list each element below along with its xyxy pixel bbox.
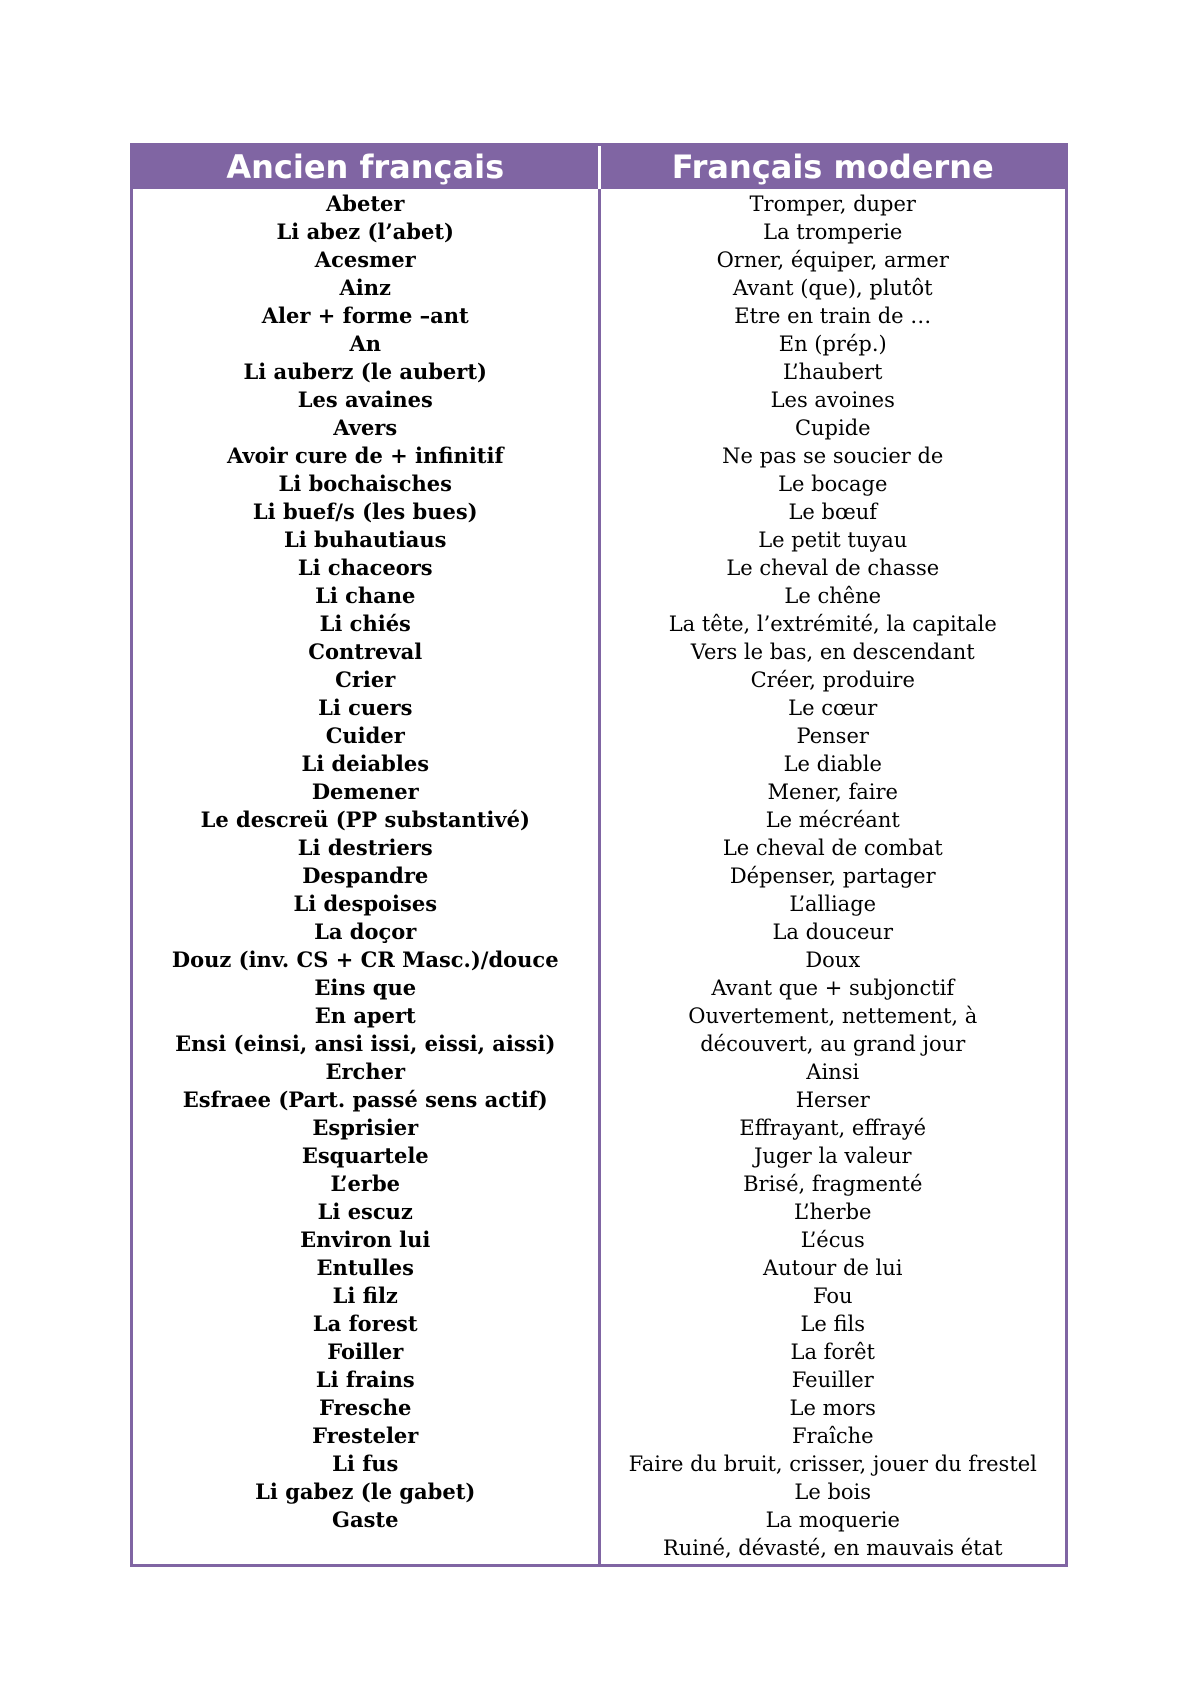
modern-french-term: Doux — [805, 948, 861, 972]
modern-french-term: Effrayant, effrayé — [739, 1116, 927, 1140]
glossary-table — [130, 143, 1068, 1567]
modern-french-term: Etre en train de … — [734, 304, 932, 328]
modern-french-term: L’haubert — [782, 360, 883, 384]
modern-french-term: En (prép.) — [778, 332, 887, 356]
old-french-term: Douz (inv. CS + CR Masc.)/douce — [171, 947, 559, 972]
old-french-term: Abeter — [326, 191, 405, 216]
modern-french-term: Fou — [812, 1284, 853, 1308]
modern-french-term: Ainsi — [806, 1060, 860, 1084]
old-french-term: La forest — [312, 1311, 418, 1336]
old-french-term: Avers — [333, 415, 398, 440]
old-french-term: Cuider — [325, 723, 405, 748]
old-french-term: Li escuz — [317, 1199, 413, 1224]
old-french-term: Despandre — [302, 863, 429, 888]
modern-french-term: L’écus — [800, 1228, 865, 1252]
modern-french-term: Le chêne — [784, 584, 882, 608]
modern-french-term: La moquerie — [765, 1508, 900, 1532]
old-french-term: Li destriers — [297, 835, 433, 860]
header-old-french: Ancien français — [226, 148, 505, 186]
old-french-term: Entulles — [316, 1255, 414, 1280]
old-french-term: Crier — [335, 667, 396, 692]
old-french-term: Li chiés — [319, 611, 411, 636]
modern-french-term: Orner, équiper, armer — [716, 248, 949, 272]
old-french-term: Li frains — [315, 1367, 415, 1392]
modern-french-term: Le fils — [800, 1312, 866, 1336]
old-french-term: Esprisier — [312, 1115, 419, 1140]
modern-french-term: Le bœuf — [788, 500, 878, 524]
modern-french-term: Avant que + subjonctif — [711, 976, 955, 1000]
old-french-term: Li chane — [315, 583, 416, 608]
modern-french-term: Le cœur — [788, 696, 878, 720]
old-french-term: Acesmer — [314, 247, 416, 272]
modern-french-term: Le petit tuyau — [758, 528, 908, 552]
old-french-term: La doçor — [314, 919, 417, 944]
old-french-column — [133, 189, 598, 1564]
modern-french-term: Dépenser, partager — [729, 864, 936, 888]
old-french-term: Avoir cure de + infinitif — [226, 443, 504, 468]
old-french-term: Li gabez (le gabet) — [255, 1479, 476, 1504]
modern-french-term: Le bocage — [778, 472, 888, 496]
modern-french-term: Tromper, duper — [749, 192, 916, 216]
old-french-term: Li buef/s (les bues) — [252, 499, 478, 524]
modern-french-term: Ruiné, dévasté, en mauvais état — [662, 1536, 1003, 1560]
old-french-term: L’erbe — [330, 1171, 400, 1196]
old-french-term: Aler + forme –ant — [261, 303, 469, 328]
old-french-term: Fresteler — [312, 1423, 419, 1448]
old-french-term: Eins que — [314, 975, 417, 1000]
modern-french-term: Penser — [796, 724, 869, 748]
old-french-term: Li bochaisches — [278, 471, 452, 496]
modern-french-term: L’alliage — [789, 892, 877, 916]
modern-french-term: Les avoines — [770, 388, 895, 412]
old-french-term: Contreval — [308, 639, 423, 664]
old-french-term: En apert — [314, 1003, 416, 1028]
header-modern-french: Français moderne — [598, 146, 1066, 189]
modern-french-term: Feuiller — [791, 1368, 874, 1392]
modern-french-term: Herser — [795, 1088, 870, 1112]
modern-french-term: Juger la valeur — [753, 1144, 912, 1168]
modern-french-term: Brisé, fragmenté — [743, 1172, 923, 1196]
old-french-term: Li buhautiaus — [283, 527, 447, 552]
old-french-term: Esfraee (Part. passé sens actif) — [182, 1087, 548, 1112]
table-body — [133, 189, 1065, 1564]
old-french-term: Li cuers — [318, 695, 413, 720]
modern-french-term: Ouvertement, nettement, à découvert, au grand jour — [688, 1004, 978, 1056]
old-french-term: Foiller — [327, 1339, 404, 1364]
modern-french-term: Fraîche — [791, 1424, 874, 1448]
old-french-term: Environ lui — [300, 1227, 431, 1252]
old-french-term: Li chaceors — [297, 555, 433, 580]
modern-french-term: Mener, faire — [767, 780, 898, 804]
old-french-term: Li auberz (le aubert) — [243, 359, 487, 384]
old-french-term: Le descreü (PP substantivé) — [200, 807, 530, 832]
modern-french-term: Le mors — [789, 1396, 876, 1420]
old-french-term: Ercher — [325, 1059, 406, 1084]
old-french-term: Li filz — [332, 1283, 398, 1308]
old-french-term: Li fus — [332, 1451, 399, 1476]
modern-french-term: La douceur — [772, 920, 893, 944]
modern-french-term: Vers le bas, en descendant — [690, 640, 975, 664]
old-french-term: Li deiables — [301, 751, 430, 776]
modern-french-term: Autour de lui — [762, 1256, 903, 1280]
modern-french-term: La forêt — [790, 1340, 875, 1364]
modern-french-term: La tête, l’extrémité, la capitale — [668, 612, 997, 636]
old-french-term: Ainz — [339, 275, 391, 300]
modern-french-term: Créer, produire — [750, 668, 915, 692]
modern-french-term: Le mécréant — [765, 808, 900, 832]
modern-french-term: Le cheval de combat — [722, 836, 943, 860]
old-french-term: Les avaines — [297, 387, 433, 412]
modern-french-term: Le cheval de chasse — [726, 556, 940, 580]
old-french-term: Gaste — [332, 1507, 399, 1532]
modern-french-term: Avant (que), plutôt — [732, 276, 933, 300]
modern-french-term: Cupide — [794, 416, 871, 440]
old-french-term: Ensi (einsi, ansi issi, eissi, aissi) — [175, 1031, 556, 1056]
old-french-term: Fresche — [319, 1395, 412, 1420]
modern-french-term: Le diable — [783, 752, 882, 776]
table-header-row — [133, 146, 1065, 189]
old-french-term: Esquartele — [301, 1143, 429, 1168]
old-french-term: Li abez (l’abet) — [276, 219, 454, 244]
modern-french-term: Faire du bruit, crisser, jouer du frestel — [628, 1452, 1037, 1476]
modern-french-term: Ne pas se soucier de — [722, 444, 944, 468]
old-french-term: Li despoises — [293, 891, 438, 916]
old-french-term: An — [349, 331, 382, 356]
modern-french-term: L’herbe — [794, 1200, 872, 1224]
old-french-term: Demener — [311, 779, 419, 804]
modern-french-column — [598, 189, 1066, 1564]
modern-french-term: Le bois — [794, 1480, 872, 1504]
modern-french-term: La tromperie — [763, 220, 903, 244]
